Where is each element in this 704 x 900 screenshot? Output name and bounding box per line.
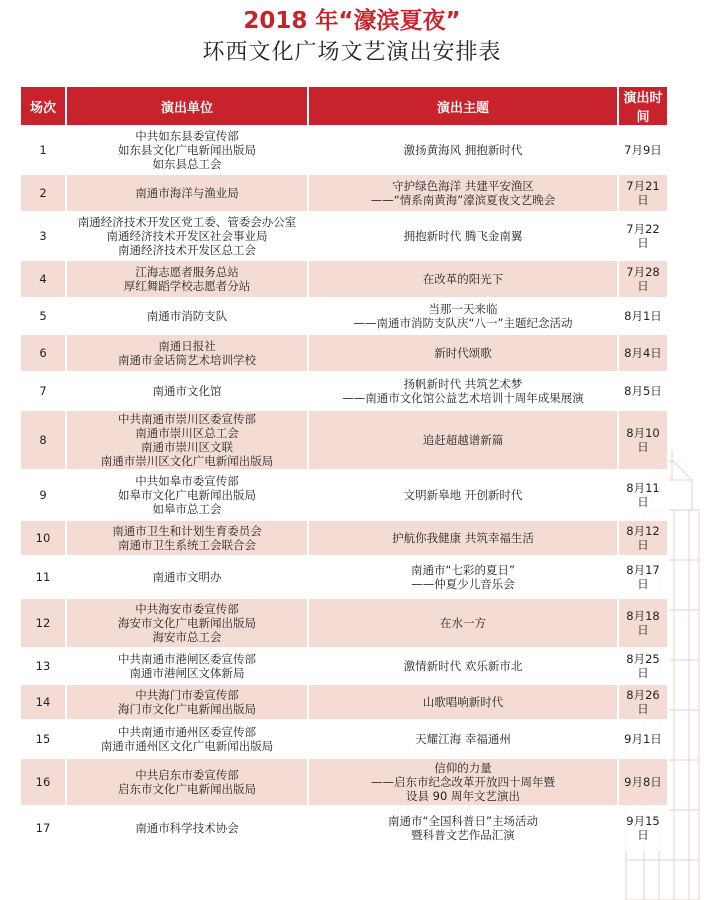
session-number: 12 — [20, 598, 66, 648]
performance-theme — [308, 806, 618, 850]
session-number: 6 — [20, 334, 66, 372]
table-row — [20, 334, 668, 372]
session-number: 11 — [20, 556, 66, 598]
performance-theme — [308, 372, 618, 410]
table-row — [20, 648, 668, 684]
performance-date: 8月25日 — [618, 648, 668, 684]
table-row — [20, 260, 668, 298]
table-row — [20, 212, 668, 260]
header — [0, 0, 704, 68]
table-header-row — [20, 86, 668, 126]
unit-line: 中共如皋市委宣传部 — [135, 474, 239, 488]
performance-theme — [308, 334, 618, 372]
unit-line: 南通市文明办 — [152, 570, 222, 584]
performing-unit — [66, 556, 308, 598]
unit-line: 南通市卫生系统工会联合会 — [118, 538, 256, 552]
title-line-2: 环西文化广场文艺演出安排表 — [202, 40, 502, 65]
performance-date: 7月28日 — [618, 260, 668, 298]
theme-line: ——南通市消防支队庆“八一”主题纪念活动 — [353, 316, 573, 330]
theme-line: 新时代颂歌 — [434, 346, 492, 360]
session-number: 17 — [20, 806, 66, 850]
theme-line: ——“情系南黄海”濠滨夏夜文艺晚会 — [370, 193, 556, 207]
session-number: 4 — [20, 260, 66, 298]
unit-line: 南通日报社 — [158, 339, 216, 353]
unit-line: 中共南通市通州区委宣传部 — [118, 725, 256, 739]
performance-theme — [308, 520, 618, 556]
theme-line: ——南通市文化馆公益艺术培训十周年成果展演 — [342, 391, 584, 405]
performance-theme — [308, 410, 618, 470]
theme-line: 信仰的力量 — [434, 761, 492, 775]
session-number: 3 — [20, 212, 66, 260]
table-row — [20, 684, 668, 720]
performance-date: 8月26日 — [618, 684, 668, 720]
unit-line: 海安市文化广电新闻出版局 — [118, 616, 256, 630]
table-row — [20, 720, 668, 758]
table-row — [20, 470, 668, 520]
table-row — [20, 556, 668, 598]
theme-line: 守护绿色海洋 共建平安渔区 — [392, 179, 534, 193]
unit-line: 南通市通州区文化广电新闻出版局 — [100, 739, 274, 753]
unit-line: 中共南通市港闸区委宣传部 — [118, 652, 256, 666]
unit-line: 南通经济技术开发区党工委、管委会办公室 — [77, 215, 297, 229]
performing-unit — [66, 470, 308, 520]
theme-line: ——启东市纪念改革开放四十周年暨 — [371, 775, 555, 789]
unit-line: 南通市文化馆 — [152, 384, 222, 398]
column-header-session: 场次 — [20, 86, 66, 126]
unit-line: 南通市崇川区文化广电新闻出版局 — [100, 454, 274, 468]
unit-line: 南通市崇川区总工会 — [135, 426, 239, 440]
theme-line: ——仲夏少儿音乐会 — [411, 577, 515, 591]
performance-date: 9月1日 — [618, 720, 668, 758]
unit-line: 南通市海洋与渔业局 — [135, 186, 239, 200]
theme-line: 天耀江海 幸福通州 — [415, 732, 511, 746]
performance-theme — [308, 298, 618, 334]
unit-line: 南通市卫生和计划生育委员会 — [112, 524, 262, 538]
session-number: 15 — [20, 720, 66, 758]
theme-line: 文明新皋地 开创新时代 — [403, 488, 523, 502]
unit-line: 中共启东市委宣传部 — [135, 768, 239, 782]
table-row — [20, 126, 668, 174]
column-header-unit: 演出单位 — [66, 86, 308, 126]
unit-line: 如皋市文化广电新闻出版局 — [118, 488, 256, 502]
theme-line: 扬帆新时代 共筑艺术梦 — [403, 377, 523, 391]
performing-unit — [66, 648, 308, 684]
unit-line: 中共南通市崇川区委宣传部 — [118, 412, 256, 426]
theme-line: 在改革的阳光下 — [422, 272, 504, 286]
table-row — [20, 298, 668, 334]
performance-theme — [308, 648, 618, 684]
performing-unit — [66, 212, 308, 260]
table-row — [20, 174, 668, 212]
performing-unit — [66, 372, 308, 410]
performance-theme — [308, 260, 618, 298]
session-number: 1 — [20, 126, 66, 174]
unit-line: 如东县文化广电新闻出版局 — [118, 143, 256, 157]
column-header-date: 演出时间 — [618, 86, 668, 126]
performance-theme — [308, 556, 618, 598]
performing-unit — [66, 174, 308, 212]
performing-unit — [66, 298, 308, 334]
table-row — [20, 372, 668, 410]
session-number: 13 — [20, 648, 66, 684]
unit-line: 厚红舞蹈学校志愿者分站 — [123, 279, 251, 293]
unit-line: 南通市崇川区文联 — [141, 440, 233, 454]
session-number: 5 — [20, 298, 66, 334]
performance-theme — [308, 212, 618, 260]
performance-date: 8月18日 — [618, 598, 668, 648]
performance-date: 8月4日 — [618, 334, 668, 372]
performance-theme — [308, 758, 618, 806]
unit-line: 海安市总工会 — [152, 630, 222, 644]
theme-line: 在水一方 — [440, 616, 486, 630]
performing-unit — [66, 520, 308, 556]
unit-line: 南通市金话筒艺术培训学校 — [118, 353, 256, 367]
theme-line: 设县 90 周年文艺演出 — [406, 789, 520, 803]
performing-unit — [66, 684, 308, 720]
unit-line: 南通市消防支队 — [146, 309, 228, 323]
theme-line: 南通市“全国科普日”主场活动 — [388, 814, 538, 828]
session-number: 7 — [20, 372, 66, 410]
performance-theme — [308, 598, 618, 648]
performance-theme — [308, 174, 618, 212]
performance-date: 8月1日 — [618, 298, 668, 334]
unit-line: 南通经济技术开发区社会事业局 — [106, 229, 268, 243]
performance-date: 8月11日 — [618, 470, 668, 520]
performance-theme — [308, 720, 618, 758]
unit-line: 南通市港闸区文体新局 — [129, 666, 245, 680]
session-number: 8 — [20, 410, 66, 470]
theme-line: 当那一天来临 — [428, 302, 498, 316]
unit-line: 启东市文化广电新闻出版局 — [118, 782, 256, 796]
performance-date: 7月9日 — [618, 126, 668, 174]
performance-date: 7月22日 — [618, 212, 668, 260]
session-number: 14 — [20, 684, 66, 720]
performing-unit — [66, 334, 308, 372]
unit-line: 中共如东县委宣传部 — [135, 129, 239, 143]
performance-date: 9月15日 — [618, 806, 668, 850]
table-row — [20, 758, 668, 806]
theme-line: 激扬黄海风 拥抱新时代 — [403, 143, 523, 157]
table-row — [20, 806, 668, 850]
performance-date: 8月10日 — [618, 410, 668, 470]
theme-line: 暨科普文艺作品汇演 — [411, 828, 515, 842]
table-row — [20, 520, 668, 556]
unit-line: 南通市科学技术协会 — [135, 821, 239, 835]
column-header-theme: 演出主题 — [308, 86, 618, 126]
performing-unit — [66, 410, 308, 470]
performance-date: 8月12日 — [618, 520, 668, 556]
unit-line: 江海志愿者服务总站 — [135, 265, 239, 279]
session-number: 2 — [20, 174, 66, 212]
performance-theme — [308, 684, 618, 720]
theme-line: 南通市“七彩的夏日” — [411, 563, 515, 577]
unit-line: 中共海门市委宣传部 — [135, 688, 239, 702]
performing-unit — [66, 806, 308, 850]
theme-line: 拥抱新时代 腾飞金南翼 — [403, 229, 523, 243]
session-number: 9 — [20, 470, 66, 520]
performing-unit — [66, 720, 308, 758]
unit-line: 南通经济技术开发区总工会 — [118, 243, 256, 257]
performance-theme — [308, 470, 618, 520]
performing-unit — [66, 260, 308, 298]
session-number: 16 — [20, 758, 66, 806]
theme-line: 激情新时代 欢乐新市北 — [403, 659, 523, 673]
unit-line: 如皋市总工会 — [152, 502, 222, 516]
unit-line: 如东县总工会 — [152, 157, 222, 171]
performance-date: 8月17日 — [618, 556, 668, 598]
table-row — [20, 410, 668, 470]
performance-date: 8月5日 — [618, 372, 668, 410]
session-number: 10 — [20, 520, 66, 556]
theme-line: 追赶超越谱新篇 — [422, 433, 504, 447]
table-row — [20, 598, 668, 648]
theme-line: 护航你我健康 共筑幸福生活 — [392, 531, 534, 545]
performing-unit — [66, 598, 308, 648]
unit-line: 中共海安市委宣传部 — [135, 602, 239, 616]
table-body — [20, 126, 668, 850]
performance-date: 9月8日 — [618, 758, 668, 806]
unit-line: 海门市文化广电新闻出版局 — [118, 702, 256, 716]
performing-unit — [66, 126, 308, 174]
schedule-table — [19, 85, 669, 851]
performing-unit — [66, 758, 308, 806]
theme-line: 山歌唱响新时代 — [422, 695, 504, 709]
performance-theme — [308, 126, 618, 174]
performance-date: 7月21日 — [618, 174, 668, 212]
title-line-1: 2018 年“濠滨夏夜” — [243, 8, 461, 34]
